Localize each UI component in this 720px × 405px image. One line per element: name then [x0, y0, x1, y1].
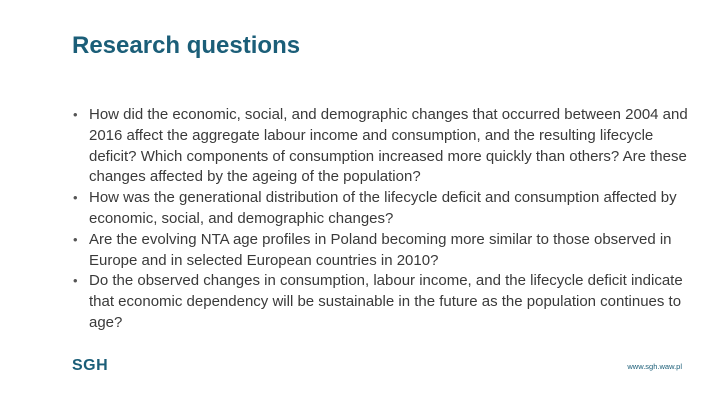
bullet-text: Do the observed changes in consumption, labour income, and the lifecycle deficit indicate that economic dependency will be sustainable in the future as the population continues to age? — [89, 272, 683, 331]
bullet-item — [72, 105, 692, 188]
slide-title: Research questions — [72, 32, 301, 59]
bullet-item — [72, 271, 692, 333]
bullet-text: How did the economic, social, and demographic changes that occurred between 2004 and 2016 affect the aggregate labour income and consumption, and the resulting lifecycle deficit? Which components of consumption increased more quickly than others? Are these changes affected by the ageing of the population? — [89, 106, 688, 186]
bullet-dot: • — [73, 190, 78, 206]
bullet-text: Are the evolving NTA age profiles in Poland becoming more similar to those observed in Europe and in selected European countries in 2010? — [89, 230, 672, 269]
bullet-dot: • — [73, 231, 78, 247]
footer-url[interactable]: www.sgh.waw.pl — [627, 362, 682, 371]
bullet-dot: • — [73, 107, 78, 122]
bullet-list — [72, 105, 692, 334]
sgh-logo: SGH — [72, 357, 109, 374]
bullet-item — [72, 188, 692, 230]
bullet-text: How was the generational distribution of the lifecycle deficit and consumption affected by economic, social, and demographic changes? — [89, 189, 677, 227]
bullet-dot: • — [73, 273, 78, 289]
bullet-item — [72, 230, 692, 272]
